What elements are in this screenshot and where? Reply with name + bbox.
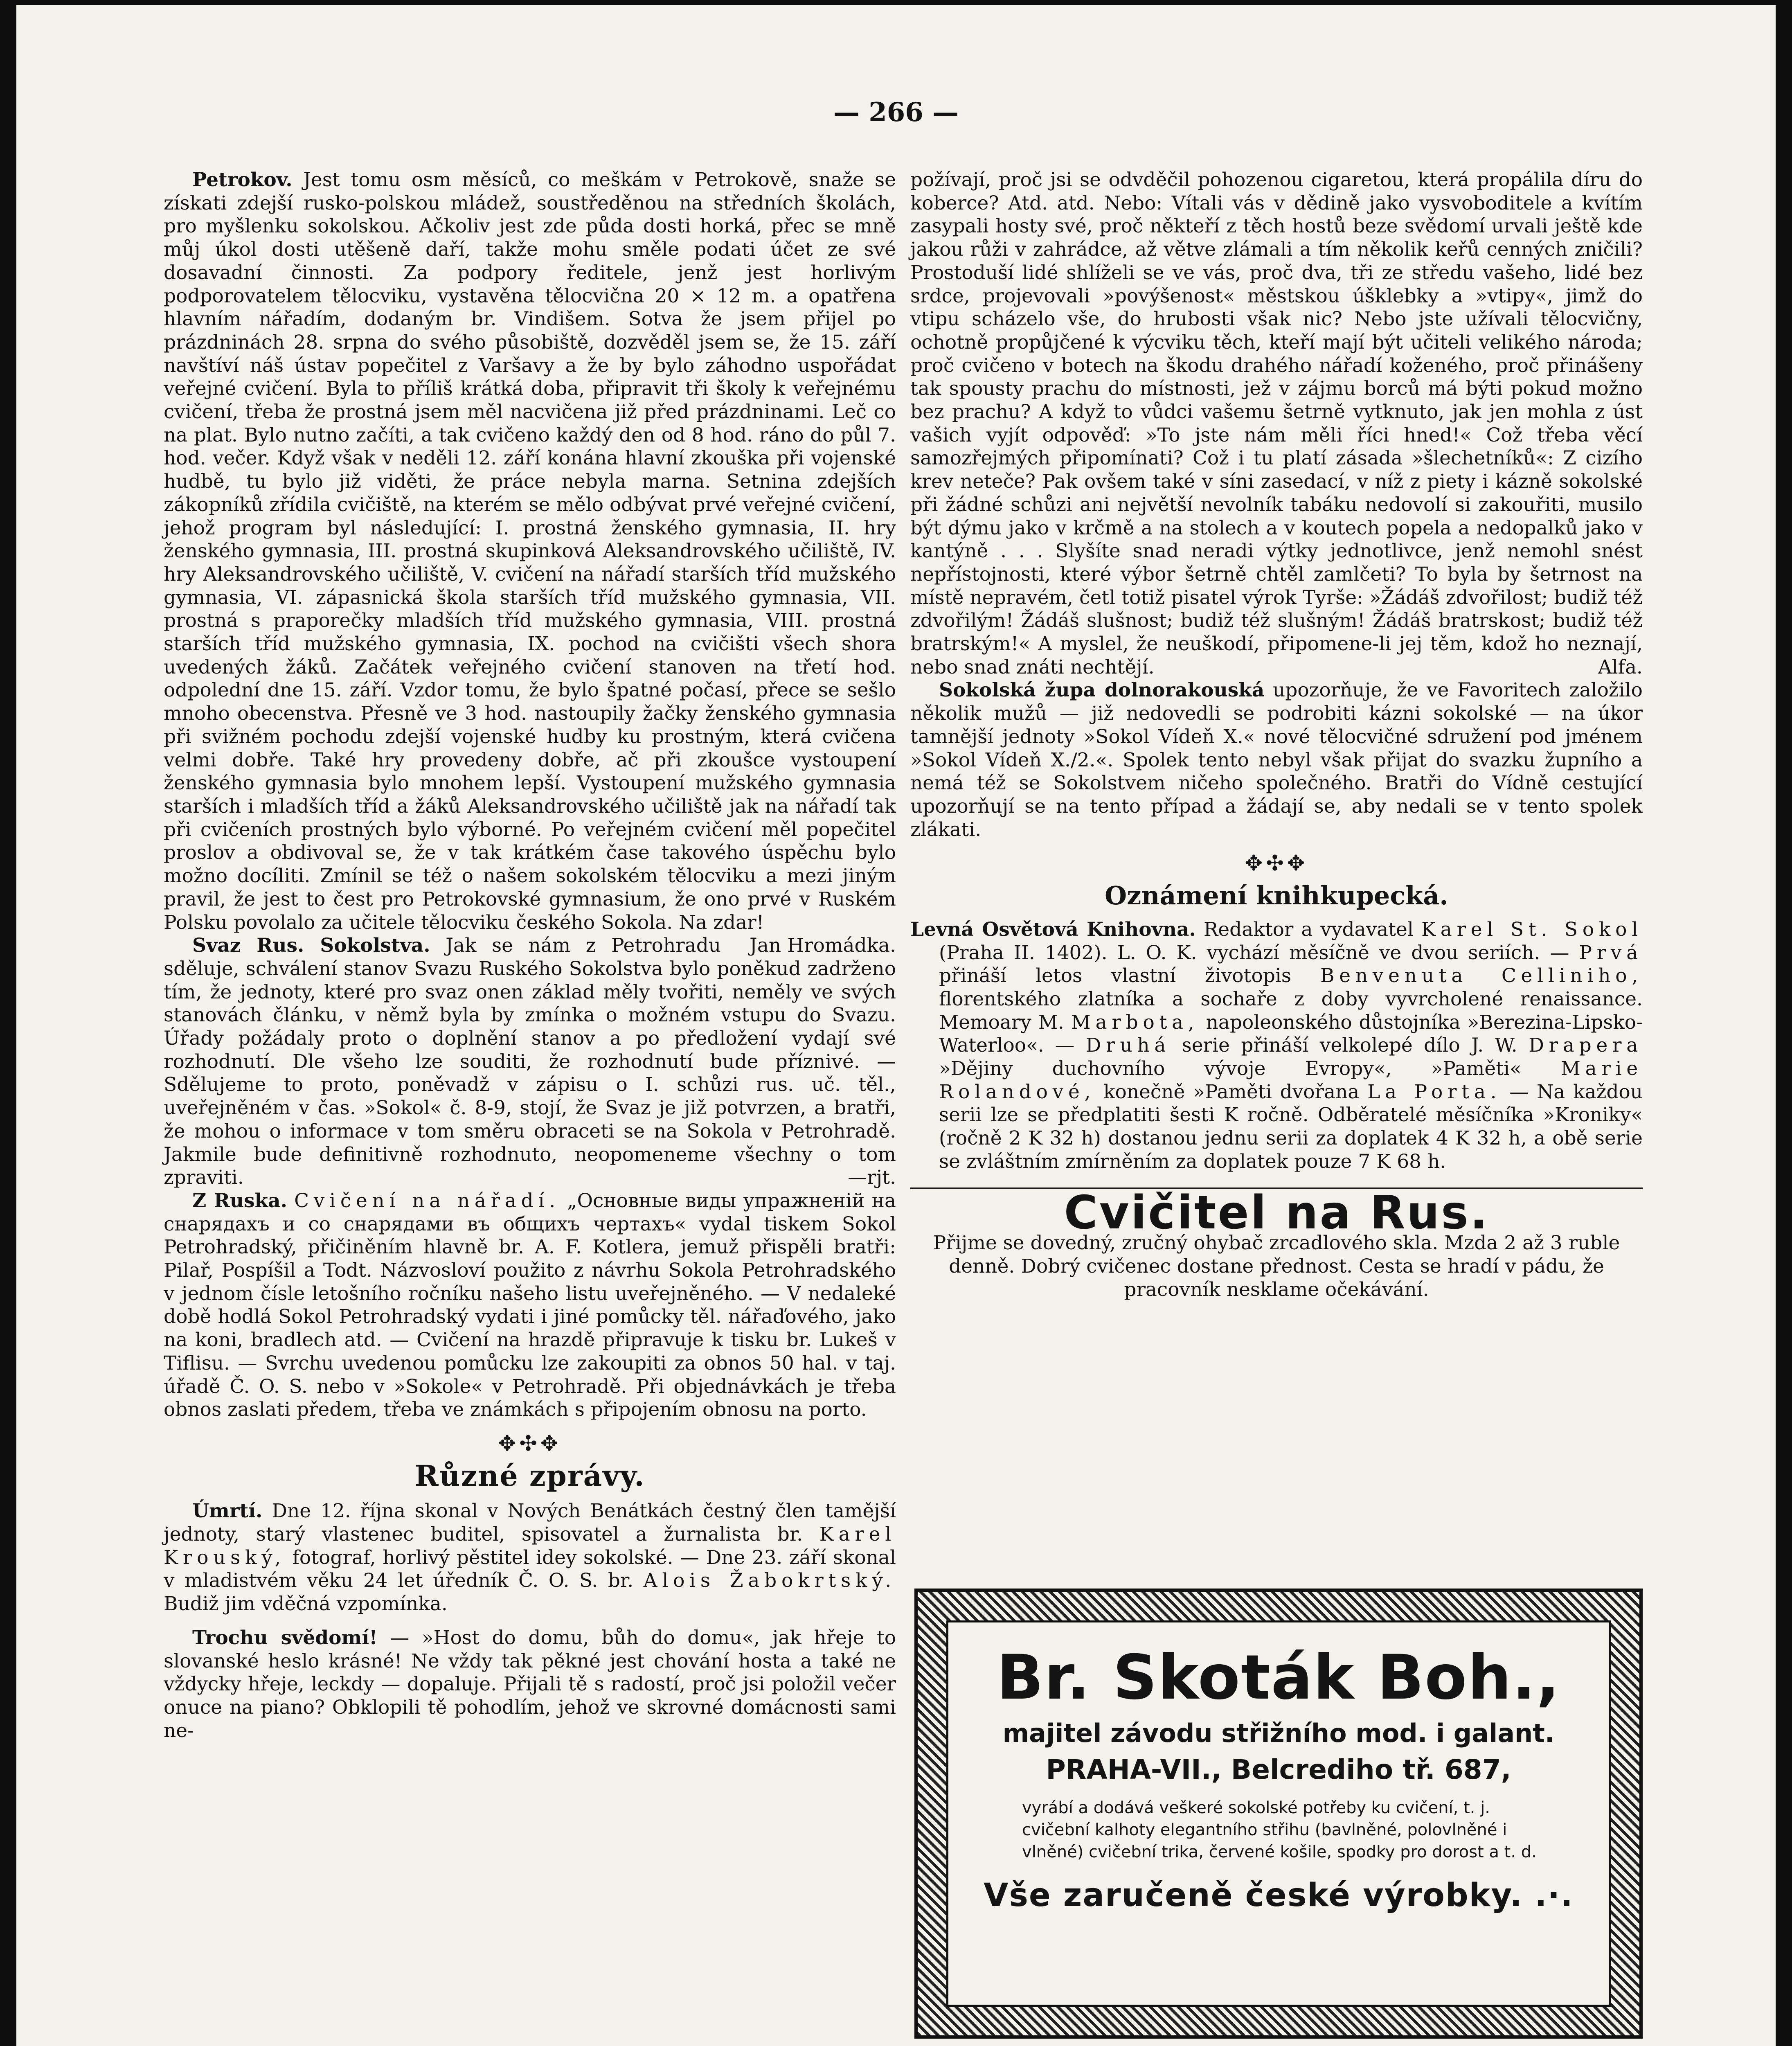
person-name: Karel St. Sokol <box>1421 918 1643 941</box>
article-text: Budiž jim vděčná vzpomínka. <box>164 1593 448 1616</box>
article-text: Jest tomu osm měsíců, co meškám v Petrokově, snaže se získati zdejší rusko-polskou mládež, soustředěnou na středních školách, pro myšlenku sokolskou. Ačkoliv jest zde půda dosti horká, přec se mně můj úkol dosti utěšeně daří, takže mohu směle podati účet ze své dosavadní činnosti. Za podpory ředitele, jenž jest horlivým podporovatelem tělocviku, vystavěna tělocvična 20 × 12 m. a opatřena hlavním nářadím, dodaným br. Vindišem. Sotva že jsem přijel po prázdninách 28. srpna do svého působiště, dozvěděl jsem se, že 15. září navštíví náš ústav popečitel z Varšavy a že by bylo záhodno uspořádat veřejné cvičení. Byla to příliš krátká doba, připravit tři školy k veřejnému cvičení, třeba že prostná jsem měl nacvičena již před prázdninami. Leč co na plat. Bylo nutno začíti, a tak cvičeno každý den od 8 hod. ráno do půl 7. hod. večer. Když však v neděli 12. září konána hlavní zkouška při vojenské hudbě, tu bylo již viděti, že práce nebyla marna. Setnina zdejších zákopníků zřídila cvičiště, na kterém se mělo odbývat prvé veřejné cvičení, jehož program byl následující: I. prostná ženského gymnasia, II. hry ženského gymnasia, III. prostná skupinková Aleksandrovského učiliště, IV. hry Aleksandrovského učiliště, V. cvičení na nářadí starších tříd mužského gymnasia, VI. zápasnická škola starších tříd mužského gymnasia, VII. prostná s praporečky mladších tříd mužského gymnasia, VIII. prostná starších tříd mužského gymnasia, IX. pochod na cvičišti všech shora uvedených žáků. Začátek veřejného cvičení stanoven na třetí hod. odpolední dne 15. září. Vzdor tomu, že bylo špatné počasí, přece se sešlo mnoho obecenstva. Přesně ve 3 hod. nastoupily žačky ženského gymnasia při svižném pochodu zdejší vojenské hudby ku prostným, která cvičena velmi dobře. Také hry provedeny dobře, ač při zkoušce vystoupení ženského gymnasia bylo mnohem lepší. Vystoupení mužského gymnasia starších i mladších tříd a žáků Aleksandrovského učiliště jak na nářadí tak při cvičeních prostných bylo výborné. Po veřejném cvičení měl popečitel proslov a obdivoval se, že v tak krátkém čase takového úspěchu bylo možno docíliti. Zmínil se též o našem sokolském tělocviku a mezi jiným pravil, že jest to čest pro Petrokovské gymnasium, že ono prvé v Ruském Polsku povolalo za učitele tělocviku českého Sokola. Na zdar! <box>164 169 896 934</box>
person-name: Marie Rolandové, <box>939 1057 1643 1103</box>
article-text: přináší letos vlastní životopis <box>939 964 1291 987</box>
person-name: Drapera <box>1529 1034 1643 1057</box>
article-text: upozorňuje, že ve Favoritech založilo několik mužů — již nedovedli se podrobiti kázni sokolské — na úkor tamnější jednoty »Sokol Vídeň X.« nové tělocvičné sdružení pod jménem »Sokol Vídeň X./2.«. Spolek tento nebyl však přijat do svazku župního a nemá též se Sokolstvem ničeho společného. Bratři do Vídně cestující upozorňují se na tento případ a žádají se, aby nedali se v tento spolek zlákati. <box>910 679 1643 841</box>
article-signature: Alfa. <box>1598 656 1643 678</box>
article-text: »Dějiny duchovního vývoje Evropy«, »Paměti« <box>939 1057 1522 1080</box>
article-text: Dne 12. října skonal v Nových Benátkách čestný člen tamější jednoty, starý vlastenec buditel, spisovatel a žurnalista br. <box>164 1500 896 1546</box>
article-text: napoleonského důstojníka »Berezina-Lipsko-Waterloo«. — <box>939 1011 1643 1057</box>
article-text: fotograf, horlivý pěstitel idey sokolské. — Dne 23. září skonal v mladistvém věku 24 let úředník Č. O. S. br. <box>164 1546 896 1592</box>
job-ad-text: Přijme se dovedný, zručný ohybač zrcadlového skla. Mzda 2 až 3 ruble denně. Dobrý cvičenec dostane přednost. Cesta se hradí v pádu, že pracovník nesklame očekávání. <box>933 1232 1620 1301</box>
page-number: — 266 — <box>833 97 959 128</box>
article-text: — »Host do domu, bůh do domu«, jak hřeje to slovanské heslo krásné! Ne vždy tak pěkné jest chování hosta a také ne vždycky hřeje, leckdy — dopaluje. Přijali tě s radostí, proč jsi položil večer onuce na piano? Obklopili tě pohodlím, jehož ve skrovné domácnosti sami ne- <box>164 1626 896 1742</box>
article-z-ruska <box>164 1190 896 1422</box>
article-lead: Sokolská župa dolnorakouská <box>939 679 1265 702</box>
article-spaced-title: Cvičení na nářadí. <box>294 1189 560 1212</box>
person-name: Marbota, <box>1071 1011 1199 1034</box>
ad-address: PRAHA-VII., Belcrediho tř. 687, <box>1046 1754 1511 1785</box>
article-lead: Z Ruska. <box>192 1189 287 1212</box>
article-text: — Na každou serii lze se předplatiti šesti K ročně. Odběratelé měsíčníka »Kroniky« (ročně 2 K 32 h) dostanou jednu serii za doplatek 4 K 32 h, a obě serie se zvláštním zmírněním za doplatek pouze 7 K 68 h. <box>939 1080 1643 1173</box>
left-column <box>164 169 896 1742</box>
ad-firm-name: Br. Skoták Boh., <box>997 1642 1560 1713</box>
article-text: konečně »Paměti dvořana <box>1103 1080 1360 1103</box>
article-levna <box>910 918 1643 1174</box>
article-text: Jak se nám z Petrohradu sděluje, schválení stanov Svazu Ruského Sokolstva bylo poněkud zadrženo tím, že jednoty, které pro svaz onen základ měly tvořiti, neměly ve svých stanovách článku, v němž byla by zmínka o možném vstupu do Svazu. Úřady požádaly proto o doplnění stanov a po předložení vydají své rozhodnutí. Dle všeho lze souditi, že rozhodnutí bude příznivé. — Sdělujeme to proto, poněvadž v zápisu o I. schůzi rus. uč. těl., uveřejněném v čas. »Sokol« č. 8-9, stojí, že Svaz je již potvrzen, a bratři, že mohou o informace v tom směru obraceti se na Sokola v Petrohradě. Jakmile bude definitivně rozhodnuto, neopomeneme všechny o tom zpraviti. <box>164 934 896 1189</box>
article-lead: Levná Osvětová Knihovna. <box>910 918 1196 941</box>
article-trochu <box>164 1627 896 1743</box>
article-zupa <box>910 679 1643 841</box>
person-name: Benvenuta Celliniho, <box>1320 964 1643 987</box>
article-text: „Основные виды упражненій на снарядахъ и со снарядами въ общихъ чертахъ« vydal tiskem Sokol Petrohradský, přičiněním hlavně br. A. F. Kotlera, jemuž přispěli bratři: Pilař, Pospíšil a Todt. Názvosloví použito z návrhu Sokola Petrohradského v jednom čísle letošního ročníku našeho listu uveřejněného. — V nedaleké době hodlá Sokol Petrohradský vydati i jiné pomůcky těl. nářaďového, jako na koni, bradlech atd. — Cvičení na hrazdě připravuje k tisku br. Lukeš v Tiflisu. — Svrchu uvedenou pomůcku lze zakoupiti za obnos 50 hal. v taj. úřadě Č. O. S. nebo v »Sokole« v Petrohradě. Při objednávkách je třeba obnos zaslati předem, třeba ve známkách s připojením obnosu na porto. <box>164 1189 896 1421</box>
advertisement-box <box>914 1589 1643 2039</box>
article-continuation <box>910 169 1643 679</box>
article-svaz <box>164 934 896 1190</box>
ornament-divider: ✥✣✥ <box>498 1431 562 1456</box>
article-lead: Trochu svědomí! <box>192 1626 378 1649</box>
article-text: (Praha II. 1402). L. O. K. vychází měsíčně ve dvou seriích. — <box>939 941 1569 964</box>
article-text: serie přináší velkolepé dílo J. W. <box>1182 1034 1517 1057</box>
article-lead: Úmrtí. <box>192 1500 263 1523</box>
series-label: Druhá <box>1085 1034 1171 1057</box>
section-heading-knihkupecka: Oznámení knihkupecká. <box>1105 881 1448 911</box>
ad-details: vyrábí a dodává veškeré sokolské potřeby ku cvičení, t. j. cvičební kalhoty elegantního střihu (bavlněné, polovlněné i vlněné) cvičební trika, červené košile, spodky pro dorost a t. d. <box>1022 1798 1537 1861</box>
person-name: Alois Žabokrtský. <box>643 1569 896 1592</box>
right-column <box>910 169 1643 1301</box>
article-lead: Svaz Rus. Sokolstva. <box>192 934 430 957</box>
advertisement-inner <box>946 1620 1611 2007</box>
article-signature: Jan Hromádka. <box>750 934 896 957</box>
article-signature: —rjt. <box>848 1166 896 1189</box>
article-text: Redaktor a vydavatel <box>1203 918 1414 941</box>
ornament-divider: ✥✣✥ <box>1245 851 1308 876</box>
job-ad-title: Cvičitel na Rus. <box>1064 1186 1489 1239</box>
section-heading-ruzne: Různé zprávy. <box>414 1458 645 1493</box>
ad-subtitle: majitel závodu střižního mod. i galant. <box>1002 1718 1555 1748</box>
person-name: La Porta. <box>1367 1080 1502 1103</box>
article-lead: Petrokov. <box>192 169 293 191</box>
series-label: Prvá <box>1579 941 1643 964</box>
ad-footer: Vše zaručeně české výrobky. .·. <box>984 1877 1574 1914</box>
newspaper-page <box>16 5 1776 2046</box>
person-name: Karel Krouský, <box>164 1523 896 1569</box>
article-text: požívají, proč jsi se odvděčil pohozenou cigaretou, která propálila díru do koberce? Atd. atd. Nebo: Vítali vás v dědině jako vysvoboditele a kvítím zasypali hosty své, proč někteří z těch hostů beze svědomí urvali ještě kde jakou růži v zahrádce, až větve zlámali a tím několik keřů cenných zničili? Prostoduší lidé shlíželi se ve vás, proč dva, tři ze středu vašeho, lidé bez srdce, projevovali »povýšenost« městskou úšklebky a »vtipy«, jimž do vtipu scházelo vše, do hrubosti však nic? Nebo jste užívali tělocvičny, ochotně propůjčené k výcviku těch, kteří mají být učiteli velikého národa; proč cvičeno v botech na škodu drahého nářadí koženého, proč přinášeny tak spousty prachu do místnosti, jež v zájmu borců má býti pokud možno bez prachu? A když to vůdci vašemu šetrně vytknuto, jak jen mohla z úst vašich vyjít odpověď: »To jste nám měli říci hned!« Což třeba věcí samozřejmých připomínati? Což i tu platí zásada »šlechetníků«: Z cizího krev neteče? Pak ovšem také v síni zasedací, v níž z piety i kázně sokolské při žádné schůzi ani největší nevolník tabáku nedovolí si zakouřiti, musilo být dýmu jako v krčmě a na stolech a v koutech popela a nedopalků jako v kantýně . . . Slyšíte snad neradi výtky jednotlivce, jenž nemohl snést nepřístojnosti, které výbor šetrně chtěl zamlčeti? To byla by šetrnost na místě nepravém, četl totiž pisatel výrok Tyrše: »Žádáš zdvořilost; budiž též zdvořilým! Žádáš slušnost; budiž též slušným! Žádáš bratrskost; budiž též bratrským!« A myslel, že neuškodí, připomene-li jej těm, kdož ho neznají, nebo snad znáti nechtějí. <box>910 169 1643 678</box>
article-umrti <box>164 1500 896 1616</box>
article-text: florentského zlatníka a sochaře z doby vyvrcholené renaissance. Memoary M. <box>939 987 1643 1034</box>
